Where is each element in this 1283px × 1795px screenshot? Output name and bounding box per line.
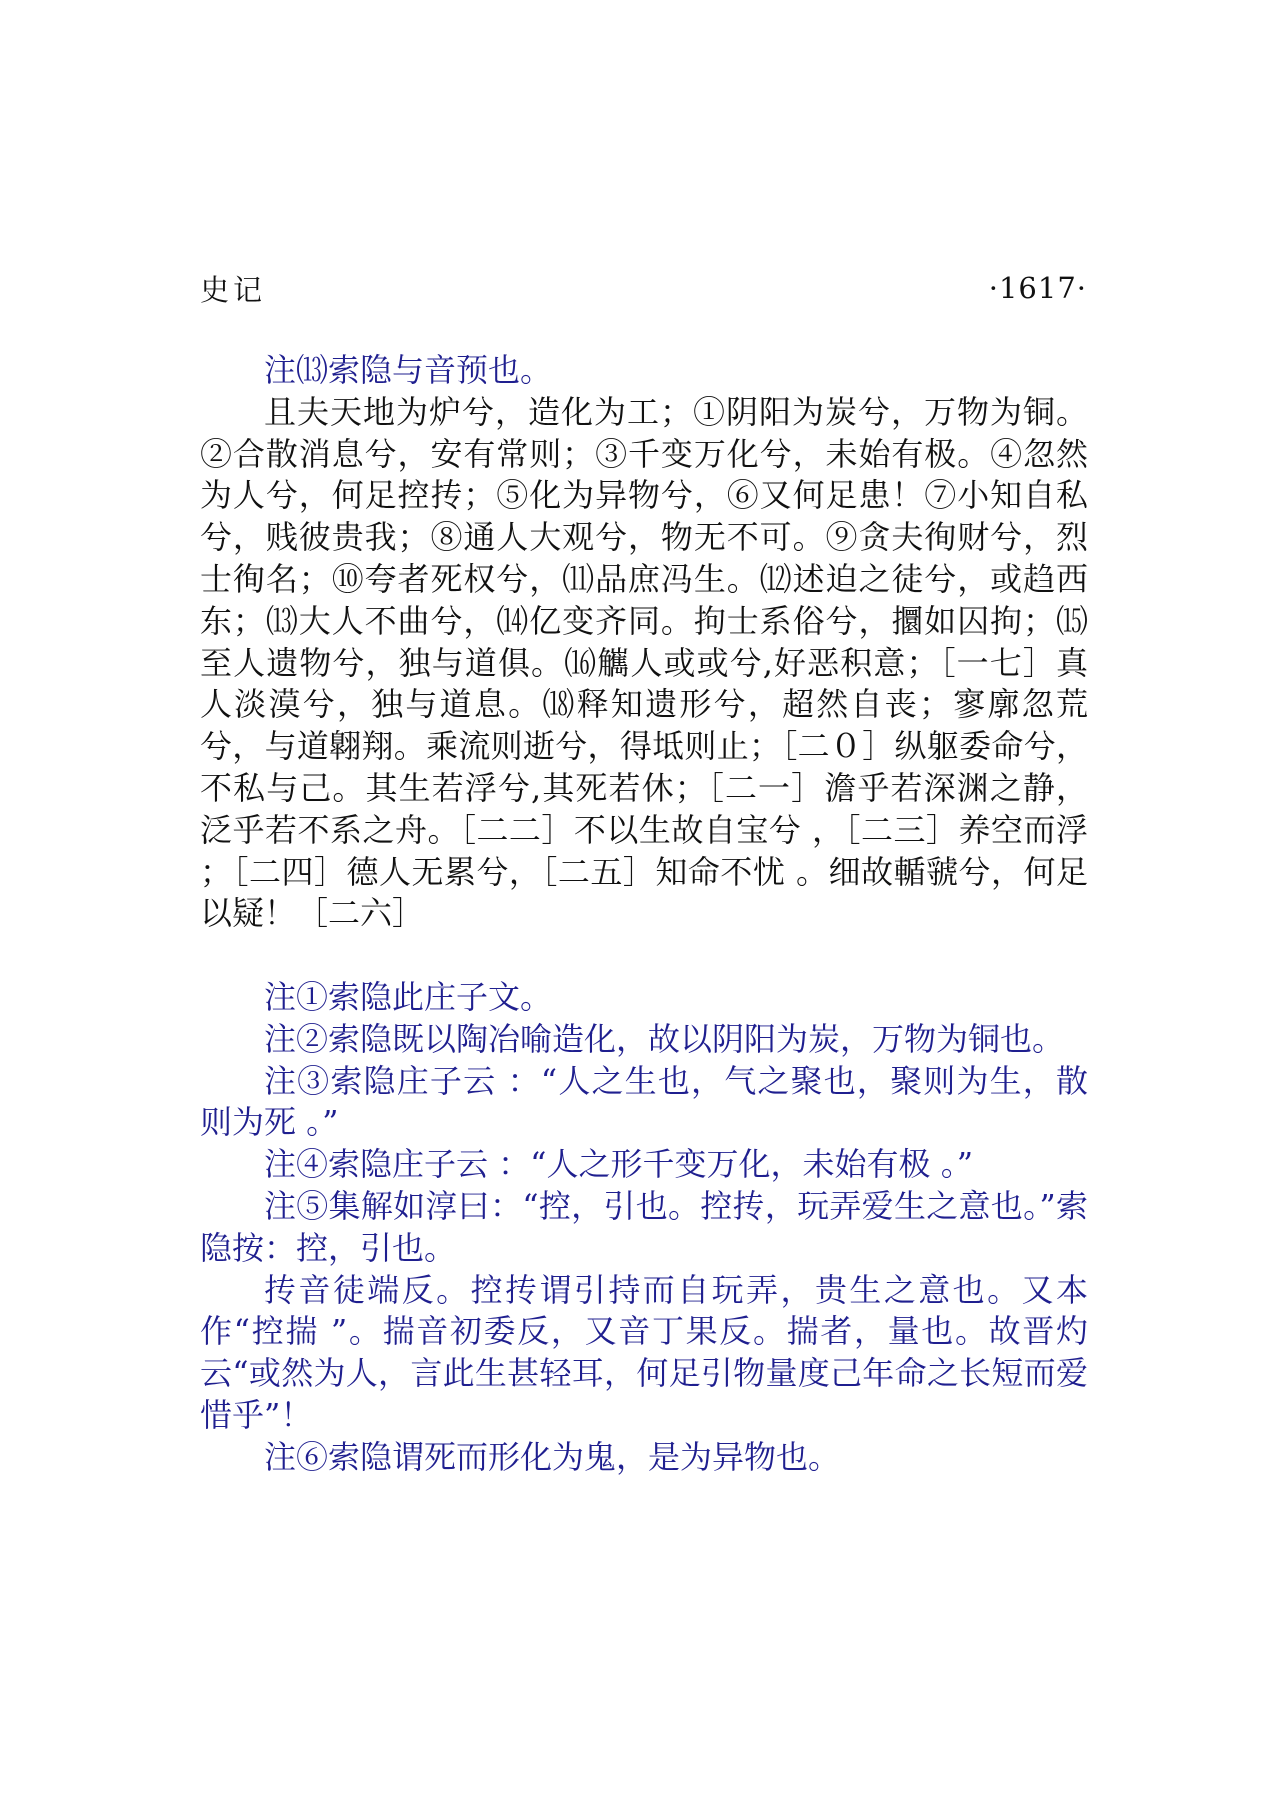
main-text-paragraph: 且夫天地为炉兮，造化为工；①阴阳为炭兮，万物为铜。②合散消息兮，安有常则；③千变万化兮，未始有极。④忽然为人兮，何足控抟；⑤化为异物兮，⑥又何足患！⑦小知自私兮，贱彼贵我；⑧通人大观兮，物无不可。⑨贪夫徇财兮，烈士徇名；⑩夸者死权兮，⑾品庶冯生。⑿述迫之徒兮，或趋西东；⒀大人不曲兮，⒁亿变齐同。拘士系俗兮，攌如囚拘；⒂至人遗物兮，独与道俱。⒃觽人或或兮,好恶积意；［一七］真人淡漠兮，独与道息。⒅释知遗形兮，超然自丧；寥廓忽荒兮，与道翺翔。乘流则逝兮，得坻则止；［二０］纵躯委命兮，不私与己。其生若浮兮,其死若休；［二一］澹乎若深渊之静，泛乎若不系之舟。［二二］不以生故自宝兮 ，［二三］养空而浮 ；［二四］德人无累兮，［二五］知命不忧 。细故輴虢兮，何足以疑！［二六］ bbox=[200, 392, 1088, 933]
note-paragraph: 注⑤集解如淳曰：“控，引也。控抟，玩弄爱生之意也。”索隐按：控，引也。 bbox=[200, 1186, 1088, 1267]
note-paragraph: 注⑥索隐谓死而形化为鬼，是为异物也。 bbox=[264, 1437, 841, 1476]
page-header bbox=[200, 268, 1087, 308]
note-paragraph: 注⒀索隐与音预也。 bbox=[264, 351, 553, 389]
book-title: 史记 bbox=[200, 272, 267, 307]
page-body bbox=[200, 350, 1088, 1479]
paragraph-gap bbox=[200, 935, 1088, 977]
page-number: ·1617· bbox=[988, 271, 1087, 305]
note-paragraph: 注②索隐既以陶冶喻造化，故以阴阳为炭，万物为铜也。 bbox=[264, 1019, 1065, 1058]
note-paragraph: 抟音徒端反。控抟谓引持而自玩弄，贵生之意也。又本作“控揣 ”。揣音初委反，又音丁果反。揣者，量也。故晋灼云“或然为人，言此生甚轻耳，何足引物量度己年命之长短而爱惜乎”！ bbox=[200, 1270, 1088, 1434]
note-paragraph: 注①索隐此庄子文。 bbox=[264, 977, 553, 1016]
note-paragraph: 注③索隐庄子云 ：“人之生也，气之聚也，聚则为生，散则为死 。” bbox=[200, 1061, 1088, 1142]
note-paragraph: 注④索隐庄子云 ：“人之形千变万化，未始有极 。” bbox=[264, 1145, 974, 1184]
